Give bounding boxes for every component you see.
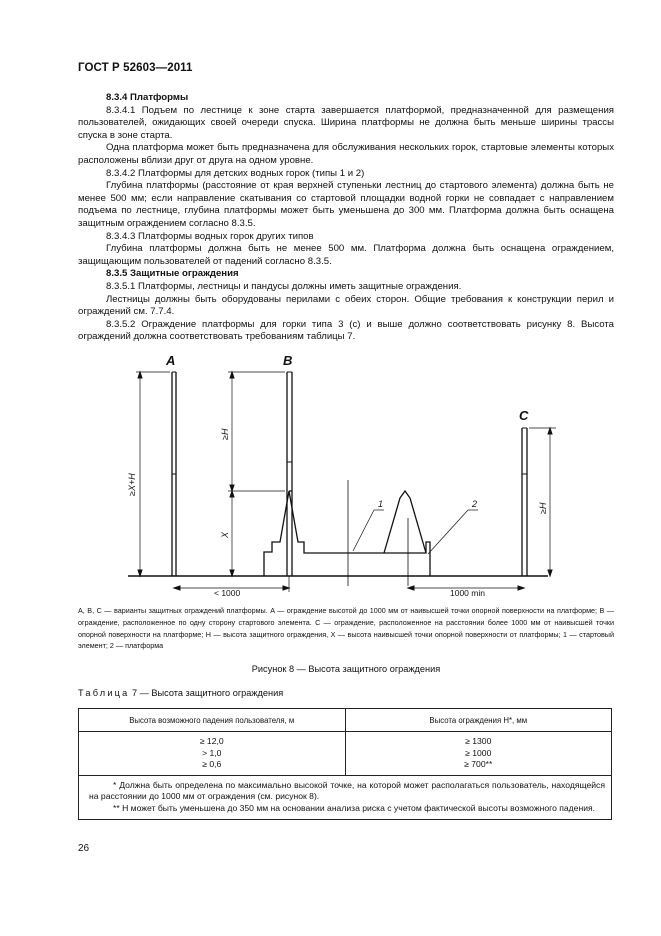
footnote-1: * Должна быть определена по максимально высокой точке, на которой может располагаться пользователь, находящейся на расстоянии до 1000 мм от ограждения (см. рисунок 8). (89, 779, 605, 802)
document-header: ГОСТ Р 52603—2011 (78, 62, 193, 74)
callout-2: 2 (472, 499, 478, 509)
footnote-2: ** H может быть уменьшена до 350 мм на основании анализа риска с учетом фактической высоты возможного падения. (113, 802, 596, 813)
height-table (78, 708, 612, 820)
table-value: ≥ 1300 (465, 736, 492, 746)
body-text (78, 92, 614, 344)
label-1000min: 1000 min (450, 588, 485, 598)
table-footnotes (79, 775, 612, 819)
paragraph: Глубина платформы (расстояние от края верхней ступеньки лестниц до стартового элемента) должна быть не менее 500 мм; если направление скатывания со стартовой площадки водной горки не совпадает с направлением подъема по лестнице, глубина платформы может быть уменьшена до 300 мм. Платформа должна быть оснащена защитным ограждением согласно 8.3.5. (78, 180, 614, 229)
paragraph: 8.3.4.1 Подъем по лестнице к зоне старта завершается платформой, предназначенной для размещения пользователей, ожидающих своей очереди спуска. Ширина платформы не должна быть меньше ширины трассы спуска в зоне старта. (78, 104, 614, 141)
label-lt1000: < 1000 (214, 588, 241, 598)
table-title-word: Таблица (78, 688, 130, 698)
post-b (287, 372, 292, 576)
platform-profile (264, 491, 430, 576)
callout-leader-1 (353, 510, 384, 551)
label-x: X (220, 531, 230, 538)
page-number: 26 (78, 843, 90, 854)
table-value: ≥ 700** (464, 759, 493, 770)
paragraph: Одна платформа может быть предназначена для обслуживания нескольких горок, стартовые элементы которых расположены вблизи друг от друга на одном уровне. (78, 142, 614, 166)
figure-legend: A, B, C — варианты защитных ограждений платформы. A — ограждение высотой до 1000 мм от наивысшей точки опорной поверхности на платформе; B — ограждение, расположенное по одну сторону стартового элемента. C — ограждение, расположенное на расстоянии более 1000 мм от наивысшей точки опорной поверхности на платформе; H — высота защитного ограждения, X — высота наивысшей точки опорной поверхности от платформы; 1 — стартовый элемент; 2 — платформа (78, 606, 614, 651)
callout-leader-2 (428, 510, 478, 554)
label-b: B (283, 353, 293, 368)
label-xh: ≥X+H (127, 473, 137, 496)
table-cell-height (345, 732, 612, 776)
paragraph: 8.3.5.2 Ограждение платформы для горки типа 3 (с) и выше должно соответствовать рисунку 8. Высота ограждений должна соответствовать требованиям таблицы 7. (78, 318, 614, 343)
dimension-h-x (228, 372, 285, 576)
table-title-rest: 7 — Высота защитного ограждения (129, 688, 284, 698)
section-heading-835: 8.3.5 Защитные ограждения (106, 268, 239, 280)
table-value: ≥ 1000 (465, 747, 492, 758)
label-h: ≥H (220, 428, 230, 440)
label-h-c: ≥H (538, 502, 548, 514)
dimension-h-c (529, 428, 556, 576)
label-a: A (166, 353, 176, 368)
callout-1: 1 (378, 499, 384, 509)
table-title (78, 688, 283, 698)
label-c: C (519, 408, 529, 423)
figure-caption: Рисунок 8 — Высота защитного ограждения (251, 664, 441, 674)
paragraph: 8.3.4.3 Платформы водных горок других типов (106, 230, 314, 242)
table-header-fall: Высота возможного падения пользователя, м (79, 709, 346, 732)
paragraph: 8.3.4.2 Платформы для детских водных горок (типы 1 и 2) (106, 167, 365, 179)
table-header-height: Высота ограждения H*, мм (345, 709, 612, 732)
section-heading-834: 8.3.4 Платформы (106, 92, 189, 103)
table-value: > 1,0 (202, 747, 222, 758)
table-value: ≥ 12,0 (199, 736, 224, 746)
post-c (522, 428, 527, 576)
table-value: ≥ 0,6 (202, 759, 222, 770)
paragraph: Глубина платформы должна быть не менее 500 мм. Платформа должна быть оснащена ограждением, защищающим пользователей от падений согласно 8.3.5. (78, 243, 614, 267)
dimension-xh (136, 372, 170, 576)
paragraph: Лестницы должны быть оборудованы перилами с обеих сторон. Общие требования к конструкции перил и ограждений см. 7.7.4. (78, 293, 614, 318)
figure-8-diagram (78, 348, 618, 603)
table-cell-fall (79, 732, 346, 776)
post-a (172, 372, 176, 576)
paragraph: 8.3.5.1 Платформы, лестницы и пандусы должны иметь защитные ограждения. (106, 280, 462, 292)
